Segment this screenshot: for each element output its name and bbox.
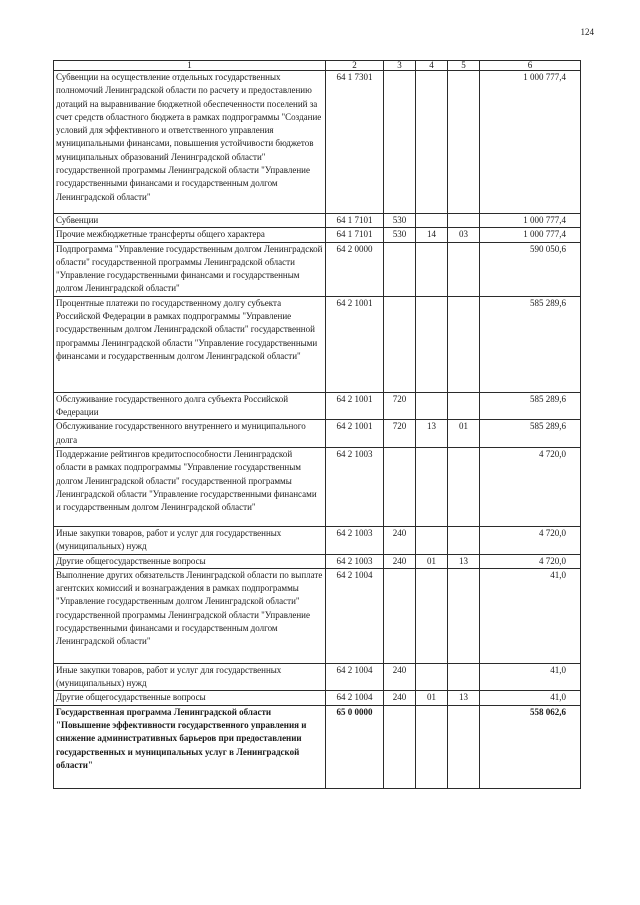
table-row [54,447,581,526]
table-row [54,568,581,663]
table-row [54,420,581,448]
cell-name: Субвенции [54,214,326,228]
cell-name: Иные закупки товаров, работ и услуг для государственных (муниципальных) нужд [54,526,326,554]
cell-sum: 4 720,0 [480,554,581,568]
cell-vr: 530 [384,214,416,228]
cell-sum: 585 289,6 [480,392,581,420]
cell-name: Государственная программа Ленинградской области "Повышение эффективности государственного управления и снижение административных барьеров при предоставлении государственных и муниципальных услуг в Ленинградской области" [54,705,326,788]
cell-rz: 01 [416,691,448,705]
cell-vr [384,568,416,663]
table-row [54,705,581,788]
cell-csr: 64 1 7101 [326,214,384,228]
cell-sum: 590 050,6 [480,242,581,296]
cell-name: Иные закупки товаров, работ и услуг для государственных (муниципальных) нужд [54,663,326,691]
cell-name: Обслуживание государственного внутреннего и муниципального долга [54,420,326,448]
cell-pr [448,242,480,296]
cell-name: Другие общегосударственные вопросы [54,554,326,568]
cell-name: Подпрограмма "Управление государственным долгом Ленинградской области" государственной программы Ленинградской области "Управление государственными финансами и государственным долгом Ленинградской области" [54,242,326,296]
cell-csr: 64 2 1003 [326,554,384,568]
cell-csr: 64 2 1001 [326,296,384,392]
cell-sum: 4 720,0 [480,526,581,554]
header-cell-csr: 2 [326,61,384,71]
cell-csr: 64 2 1004 [326,691,384,705]
cell-rz [416,214,448,228]
table-row [54,71,581,214]
table-row [54,663,581,691]
cell-rz [416,447,448,526]
cell-csr: 64 2 1003 [326,526,384,554]
cell-sum: 4 720,0 [480,447,581,526]
cell-csr: 64 2 1001 [326,392,384,420]
cell-pr [448,296,480,392]
table-row [54,242,581,296]
cell-sum: 1 000 777,4 [480,71,581,214]
cell-pr [448,392,480,420]
header-cell-sum: 6 [480,61,581,71]
header-cell-pr: 5 [448,61,480,71]
cell-vr: 530 [384,228,416,242]
cell-rz [416,71,448,214]
cell-rz [416,663,448,691]
cell-vr: 720 [384,392,416,420]
table-row [54,554,581,568]
table-row [54,296,581,392]
cell-vr: 240 [384,663,416,691]
cell-rz: 13 [416,420,448,448]
cell-rz [416,526,448,554]
table-row [54,526,581,554]
cell-sum: 585 289,6 [480,296,581,392]
cell-name: Поддержание рейтингов кредитоспособности Ленинградской области в рамках подпрограммы "Управление государственным долгом Ленинградской области" государственной программы Ленинградской области "Управление государственными финансами и государственным долгом Ленинградской области" [54,447,326,526]
cell-sum: 41,0 [480,691,581,705]
cell-vr [384,71,416,214]
cell-sum: 585 289,6 [480,420,581,448]
cell-name: Выполнение других обязательств Ленинградской области по выплате агентских комиссий и вознаграждения в рамках подпрограммы "Управление государственным долгом Ленинградской области" государственной программы Ленинградской области "Управление государственными финансами и государственным долгом Ленинградской области" [54,568,326,663]
cell-pr: 01 [448,420,480,448]
cell-pr: 03 [448,228,480,242]
cell-csr: 64 2 1004 [326,663,384,691]
cell-vr [384,296,416,392]
cell-rz [416,568,448,663]
cell-name: Процентные платежи по государственному долгу субъекта Российской Федерации в рамках подпрограммы "Управление государственным долгом Ленинградской области" государственной программы Ленинградской области "Управление государственными финансами и государственным долгом Ленинградской области" [54,296,326,392]
cell-sum: 41,0 [480,568,581,663]
cell-vr: 720 [384,420,416,448]
cell-sum: 1 000 777,4 [480,228,581,242]
budget-table [53,60,581,789]
table-row [54,691,581,705]
cell-rz: 01 [416,554,448,568]
cell-pr: 13 [448,691,480,705]
cell-name: Обслуживание государственного долга субъекта Российской Федерации [54,392,326,420]
cell-pr [448,447,480,526]
cell-name: Другие общегосударственные вопросы [54,691,326,705]
cell-name: Прочие межбюджетные трансферты общего характера [54,228,326,242]
table-row [54,392,581,420]
header-cell-vr: 3 [384,61,416,71]
cell-vr: 240 [384,691,416,705]
cell-rz [416,705,448,788]
cell-pr [448,568,480,663]
table-row [54,214,581,228]
cell-csr: 64 2 1004 [326,568,384,663]
cell-sum: 558 062,6 [480,705,581,788]
cell-sum: 1 000 777,4 [480,214,581,228]
cell-vr: 240 [384,554,416,568]
page-number: 124 [580,27,594,37]
cell-csr: 64 1 7101 [326,228,384,242]
cell-csr: 65 0 0000 [326,705,384,788]
cell-csr: 64 2 1001 [326,420,384,448]
header-cell-rz: 4 [416,61,448,71]
cell-csr: 64 1 7301 [326,71,384,214]
header-cell-name: 1 [54,61,326,71]
cell-vr [384,705,416,788]
cell-rz [416,392,448,420]
cell-pr [448,214,480,228]
cell-vr [384,447,416,526]
cell-csr: 64 2 1003 [326,447,384,526]
cell-vr: 240 [384,526,416,554]
cell-rz: 14 [416,228,448,242]
cell-pr [448,71,480,214]
table-row [54,228,581,242]
table-header-row [54,61,581,71]
cell-rz [416,296,448,392]
cell-sum: 41,0 [480,663,581,691]
cell-pr: 13 [448,554,480,568]
cell-pr [448,705,480,788]
cell-rz [416,242,448,296]
cell-vr [384,242,416,296]
cell-pr [448,526,480,554]
cell-name: Субвенции на осуществление отдельных государственных полномочий Ленинградской области по расчету и предоставлению дотаций на выравнивание бюджетной обеспеченности поселений за счет средств областного бюджета в рамках подпрограммы "Создание условий для эффективного и ответственного управления муниципальными финансами, повышения устойчивости бюджетов муниципальных образований Ленинградской области" государственной программы Ленинградской области "Управление государственными финансами и государственным долгом Ленинградской области" [54,71,326,214]
cell-pr [448,663,480,691]
cell-csr: 64 2 0000 [326,242,384,296]
